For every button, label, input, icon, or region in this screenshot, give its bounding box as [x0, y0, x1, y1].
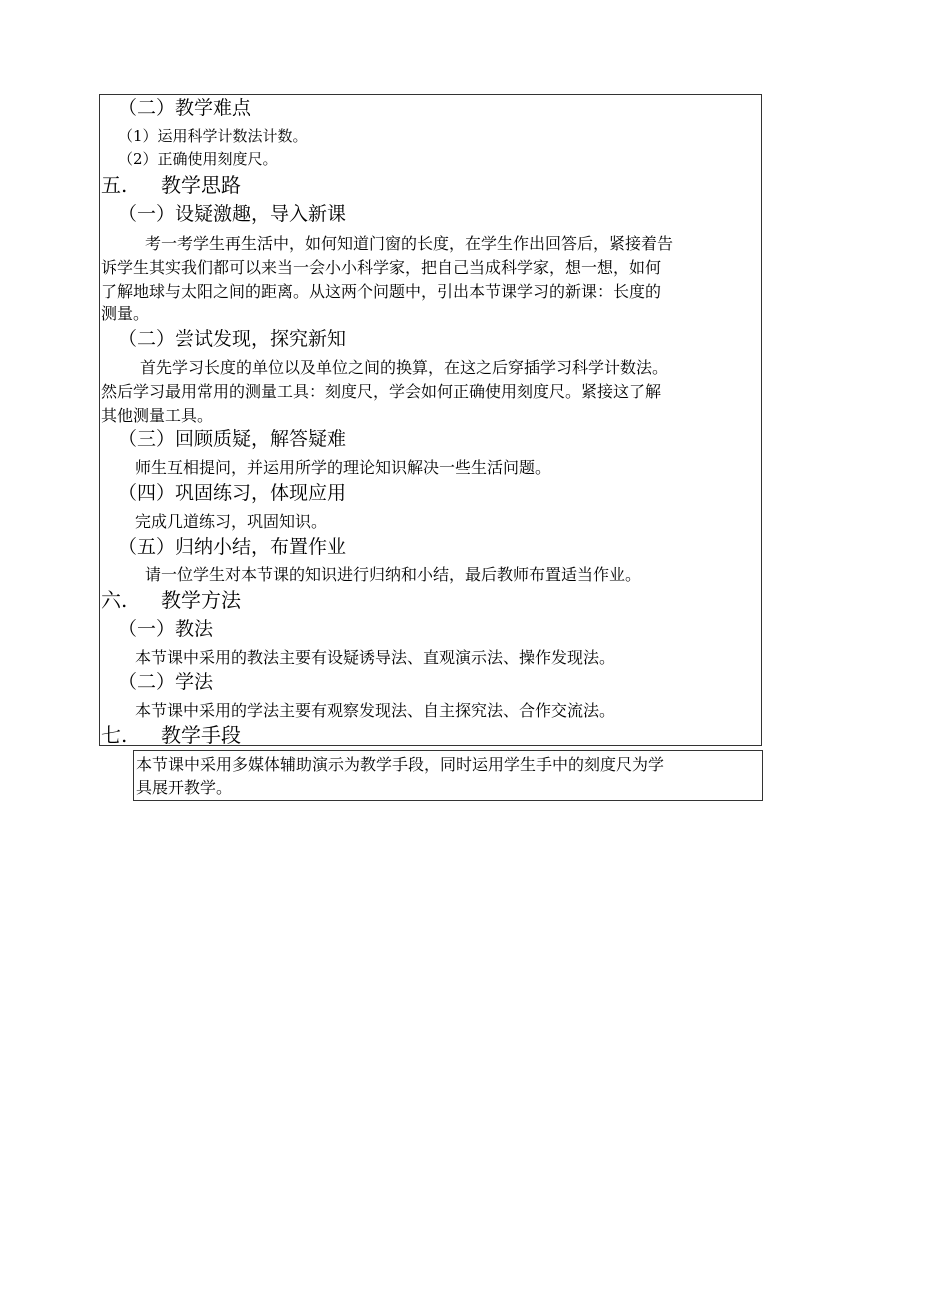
- paragraph-line: 完成几道练习，巩固知识。: [135, 512, 328, 531]
- section-title: 教学思路: [161, 173, 241, 197]
- paragraph-line: 诉学生其实我们都可以来当一会小小科学家，把自己当成科学家，想一想，如何: [101, 258, 662, 277]
- paragraph-line: 本节课中采用的学法主要有观察发现法、自主探究法、合作交流法。: [135, 701, 616, 720]
- paragraph-line: 然后学习最用常用的测量工具：刻度尺，学会如何正确使用刻度尺。紧接这了解: [101, 382, 662, 401]
- paragraph-line: 测量。: [101, 304, 150, 323]
- paragraph-line: 其他测量工具。: [101, 406, 214, 425]
- section-title: 教学方法: [161, 588, 241, 612]
- paragraph-line: 了解地球与太阳之间的距离。从这两个问题中，引出本节课学习的新课：长度的: [101, 282, 662, 301]
- section-number: 七.: [101, 723, 128, 747]
- section-heading-teaching-methods: [101, 590, 241, 610]
- paragraph-line: 具展开教学。: [136, 778, 233, 797]
- paragraph-line: 师生互相提问，并运用所学的理论知识解决一些生活问题。: [135, 458, 552, 477]
- subsection-title-intro: （一）设疑激趣，导入新课: [118, 203, 347, 225]
- difficulty-item-2: （2）正确使用刻度尺。: [118, 150, 278, 168]
- section-title: 教学手段: [161, 723, 241, 747]
- subsection-title-teaching-difficulties: （二）教学难点: [118, 97, 252, 119]
- paragraph-line: 请一位学生对本节课的知识进行归纳和小结，最后教师布置适当作业。: [145, 565, 642, 584]
- paragraph-line: 本节课中采用的教法主要有设疑诱导法、直观演示法、操作发现法。: [135, 648, 616, 667]
- paragraph-line: 首先学习长度的单位以及单位之间的换算，在这之后穿插学习科学计数法。: [140, 358, 669, 377]
- subsection-title-explore: （二）尝试发现，探究新知: [118, 328, 347, 350]
- paragraph-line: 本节课中采用多媒体辅助演示为教学手段，同时运用学生手中的刻度尺为学: [136, 755, 665, 774]
- subsection-title-learning-method: （二）学法: [118, 671, 214, 693]
- section-number: 六.: [101, 588, 128, 612]
- subsection-title-summary: （五）归纳小结，布置作业: [118, 536, 347, 558]
- paragraph-line: 考一考学生再生活中，如何知道门窗的长度，在学生作出回答后，紧接着告: [145, 234, 674, 253]
- subsection-title-practice: （四）巩固练习，体现应用: [118, 482, 347, 504]
- subsection-title-teaching-method: （一）教法: [118, 618, 214, 640]
- difficulty-item-1: （1）运用科学计数法计数。: [118, 127, 308, 145]
- section-number: 五.: [101, 173, 128, 197]
- subsection-title-review: （三）回顾质疑，解答疑难: [118, 428, 347, 450]
- section-heading-teaching-approach: [101, 175, 241, 195]
- section-heading-teaching-means: [101, 725, 241, 745]
